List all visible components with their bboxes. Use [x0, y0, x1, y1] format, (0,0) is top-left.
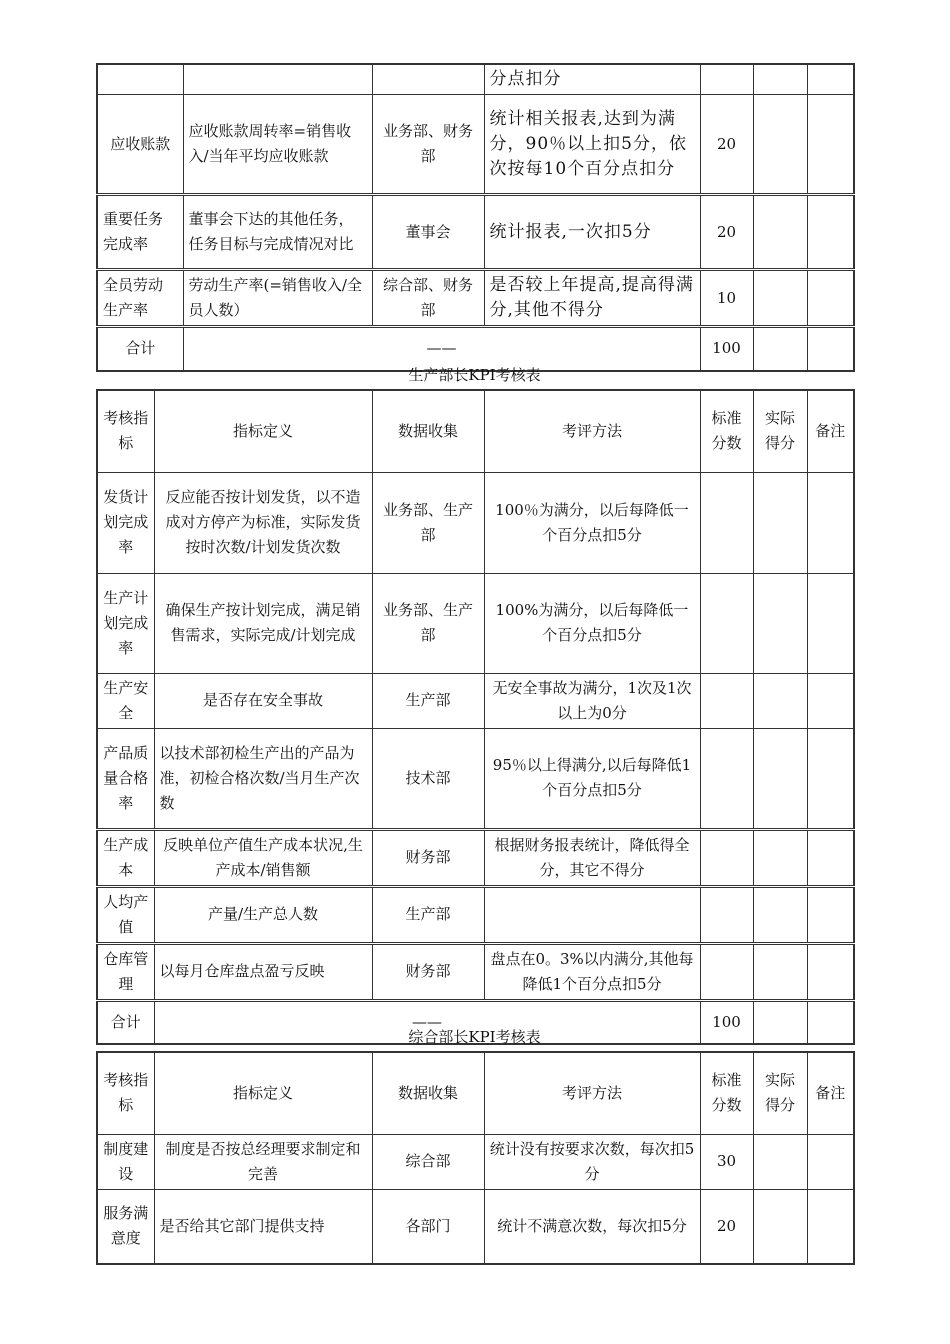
total-dash: ——: [154, 1000, 700, 1044]
method-cell: 100％为满分，以后每降低一个百分点扣5分: [484, 472, 700, 573]
note-cell: [807, 270, 854, 327]
indicator-cell: 重要任务完成率: [97, 195, 183, 270]
note-cell: [807, 472, 854, 573]
actual-score-cell: [753, 64, 807, 95]
definition-cell: 反映单位产值生产成本状况,生产成本/销售额: [154, 829, 372, 886]
table-row: [97, 1134, 854, 1189]
standard-score-cell: [700, 886, 753, 943]
definition-cell: 以技术部初检生产出的产品为准，初检合格次数/当月生产次数: [154, 728, 372, 829]
method-cell: 95％以上得满分,以后每降低1个百分点扣5分: [484, 728, 700, 829]
actual-score-cell: [753, 95, 807, 195]
standard-score-cell: 20: [700, 95, 753, 195]
table-row: [97, 673, 854, 728]
total-label: 合计: [97, 327, 183, 371]
indicator-cell: 制度建设: [97, 1134, 154, 1189]
definition-cell: 产量/生产总人数: [154, 886, 372, 943]
header-method: 考评方法: [484, 390, 700, 472]
method-cell: [484, 886, 700, 943]
method-cell: 统计不满意次数，每次扣5分: [484, 1189, 700, 1264]
note-cell: [807, 673, 854, 728]
table-header-row: [97, 1052, 854, 1134]
total-standard-score: 100: [700, 327, 753, 371]
table-row: [97, 728, 854, 829]
actual-score-cell: [753, 195, 807, 270]
source-cell: 业务部、生产部: [372, 472, 484, 573]
header-indicator: 考核指标: [97, 1052, 154, 1134]
source-cell: 业务部、财务部: [372, 95, 484, 195]
production-kpi-table: [96, 389, 855, 1045]
standard-score-cell: [700, 829, 753, 886]
actual-score-cell: [753, 1189, 807, 1264]
definition-cell: 制度是否按总经理要求制定和完善: [154, 1134, 372, 1189]
definition-cell: 劳动生产率(=销售收入/全员人数）: [183, 270, 372, 327]
table-row: [97, 472, 854, 573]
method-cell: 统计报表,一次扣5分: [484, 195, 700, 270]
definition-cell: 是否给其它部门提供支持: [154, 1189, 372, 1264]
header-note: 备注: [807, 1052, 854, 1134]
definition-cell: 是否存在安全事故: [154, 673, 372, 728]
general-affairs-kpi-table: [96, 1051, 855, 1265]
note-cell: [807, 728, 854, 829]
note-cell: [807, 95, 854, 195]
note-cell: [807, 327, 854, 371]
header-actual-score: 实际得分: [753, 1052, 807, 1134]
standard-score-cell: [700, 573, 753, 673]
actual-score-cell: [753, 728, 807, 829]
table-row: [97, 943, 854, 1000]
standard-score-cell: [700, 728, 753, 829]
source-cell: 生产部: [372, 673, 484, 728]
note-cell: [807, 573, 854, 673]
table-row: [97, 829, 854, 886]
definition-cell: 确保生产按计划完成，满足销售需求，实际完成/计划完成: [154, 573, 372, 673]
header-definition: 指标定义: [154, 390, 372, 472]
method-cell: 是否较上年提高,提高得满分,其他不得分: [484, 270, 700, 327]
table-row: [97, 886, 854, 943]
standard-score-cell: 10: [700, 270, 753, 327]
standard-score-cell: [700, 673, 753, 728]
standard-score-cell: [700, 64, 753, 95]
finance-kpi-table-continued: [96, 63, 855, 372]
header-actual-score: 实际得分: [753, 390, 807, 472]
indicator-cell: 人均产值: [97, 886, 154, 943]
header-standard-score: 标准分数: [700, 1052, 753, 1134]
source-cell: 财务部: [372, 943, 484, 1000]
indicator-cell: 产品质量合格率: [97, 728, 154, 829]
standard-score-cell: [700, 472, 753, 573]
table-row: [97, 95, 854, 195]
source-cell: 业务部、生产部: [372, 573, 484, 673]
production-kpi-table-title: 生产部长KPI考核表: [408, 366, 541, 384]
actual-score-cell: [753, 943, 807, 1000]
standard-score-cell: [700, 943, 753, 1000]
method-cell: 统计相关报表,达到为满分，90％以上扣5分，依次按每10个百分点扣分: [484, 95, 700, 195]
actual-score-cell: [753, 886, 807, 943]
header-source: 数据收集: [372, 1052, 484, 1134]
indicator-cell: 生产计划完成率: [97, 573, 154, 673]
actual-score-cell: [753, 673, 807, 728]
indicator-cell: [97, 64, 183, 95]
table-row: [97, 573, 854, 673]
actual-score-cell: [753, 573, 807, 673]
method-cell: 根据财务报表统计，降低得全分，其它不得分: [484, 829, 700, 886]
total-standard-score: 100: [700, 1000, 753, 1044]
actual-score-cell: [753, 270, 807, 327]
table-row: [97, 195, 854, 270]
header-method: 考评方法: [484, 1052, 700, 1134]
general-affairs-kpi-table-title: 综合部长KPI考核表: [408, 1028, 541, 1046]
table-row: [97, 270, 854, 327]
source-cell: 综合部、财务部: [372, 270, 484, 327]
indicator-cell: 仓库管理: [97, 943, 154, 1000]
total-label: 合计: [97, 1000, 154, 1044]
note-cell: [807, 886, 854, 943]
method-cell: 无安全事故为满分，1次及1次以上为0分: [484, 673, 700, 728]
actual-score-cell: [753, 327, 807, 371]
header-indicator: 考核指标: [97, 390, 154, 472]
source-cell: 综合部: [372, 1134, 484, 1189]
method-cell: 分点扣分: [484, 64, 700, 95]
total-row: [97, 327, 854, 371]
definition-cell: 反应能否按计划发货，以不造成对方停产为标准，实际发货按时次数/计划发货次数: [154, 472, 372, 573]
header-note: 备注: [807, 390, 854, 472]
total-dash: ——: [183, 327, 700, 371]
table-row: [97, 1189, 854, 1264]
table-row: [97, 64, 854, 95]
indicator-cell: 发货计划完成率: [97, 472, 154, 573]
method-cell: 统计没有按要求次数，每次扣5分: [484, 1134, 700, 1189]
note-cell: [807, 1134, 854, 1189]
standard-score-cell: 20: [700, 1189, 753, 1264]
method-cell: 100%为满分，以后每降低一个百分点扣5分: [484, 573, 700, 673]
definition-cell: 董事会下达的其他任务，任务目标与完成情况对比: [183, 195, 372, 270]
definition-cell: 应收账款周转率=销售收入/当年平均应收账款: [183, 95, 372, 195]
standard-score-cell: 20: [700, 195, 753, 270]
note-cell: [807, 829, 854, 886]
header-definition: 指标定义: [154, 1052, 372, 1134]
indicator-cell: 生产成本: [97, 829, 154, 886]
note-cell: [807, 195, 854, 270]
source-cell: 生产部: [372, 886, 484, 943]
definition-cell: [183, 64, 372, 95]
actual-score-cell: [753, 1134, 807, 1189]
source-cell: 董事会: [372, 195, 484, 270]
actual-score-cell: [753, 829, 807, 886]
definition-cell: 以每月仓库盘点盈亏反映: [154, 943, 372, 1000]
note-cell: [807, 64, 854, 95]
source-cell: 各部门: [372, 1189, 484, 1264]
source-cell: 财务部: [372, 829, 484, 886]
actual-score-cell: [753, 472, 807, 573]
indicator-cell: 应收账款: [97, 95, 183, 195]
indicator-cell: 全员劳动生产率: [97, 270, 183, 327]
header-source: 数据收集: [372, 390, 484, 472]
source-cell: 技术部: [372, 728, 484, 829]
note-cell: [807, 1189, 854, 1264]
method-cell: 盘点在0。3%以内满分,其他每降低1个百分点扣5分: [484, 943, 700, 1000]
table-header-row: [97, 390, 854, 472]
header-standard-score: 标准分数: [700, 390, 753, 472]
indicator-cell: 服务满意度: [97, 1189, 154, 1264]
standard-score-cell: 30: [700, 1134, 753, 1189]
indicator-cell: 生产安全: [97, 673, 154, 728]
source-cell: [372, 64, 484, 95]
note-cell: [807, 943, 854, 1000]
